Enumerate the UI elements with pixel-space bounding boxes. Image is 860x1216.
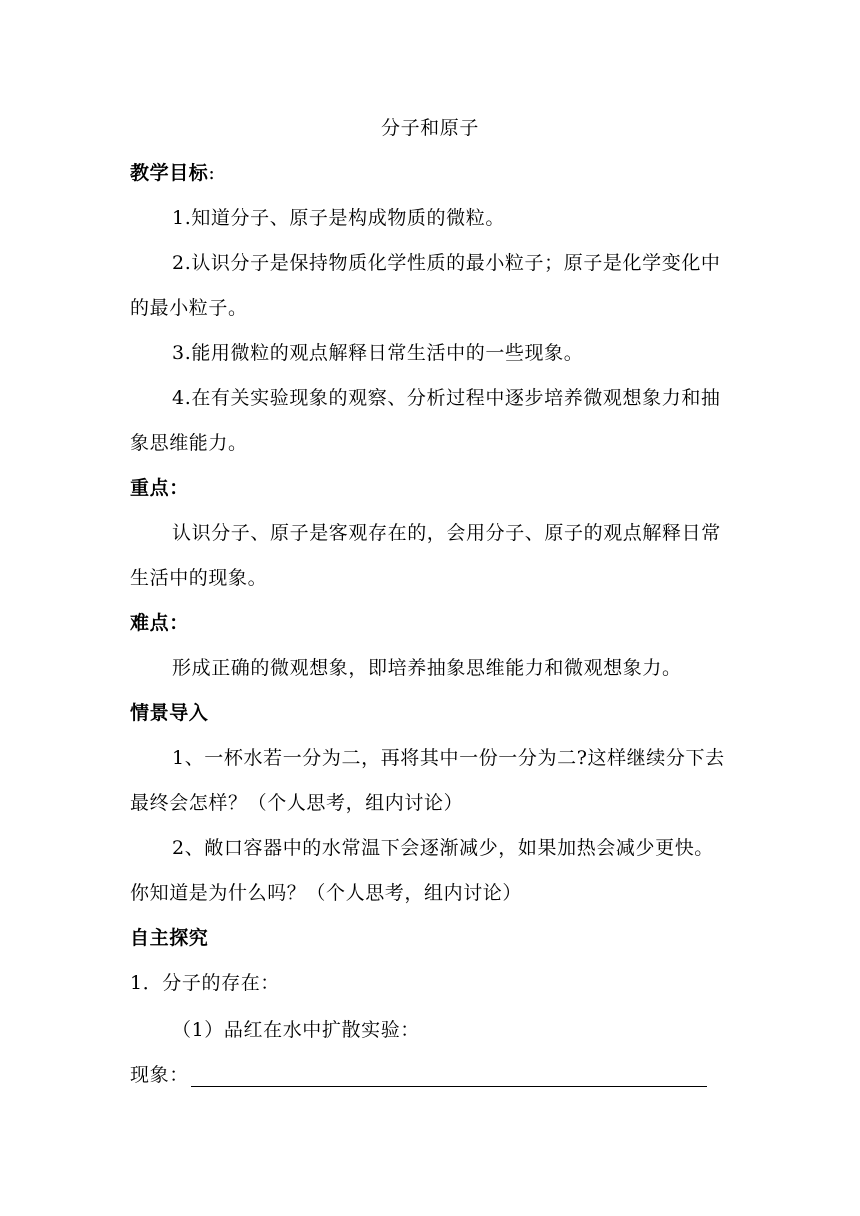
intro-line-3: 2、敞口容器中的水常温下会逐渐减少，如果加热会减少更快。: [172, 837, 714, 859]
objective-item-3: 3.能用微粒的观点解释日常生活中的一些现象。: [172, 342, 584, 364]
objectives-heading-text: 教学目标: [130, 162, 209, 184]
inquiry-experiment-1: （1）品红在水中扩散实验：: [172, 1019, 420, 1041]
intro-line-4: 你知道是为什么吗？（个人思考，组内讨论）: [130, 882, 523, 904]
objective-item-4: 4.在有关实验现象的观察、分析过程中逐步培养微观想象力和抽: [172, 387, 721, 409]
key-points-line-2: 生活中的现象。: [130, 567, 268, 589]
inquiry-heading: 自主探究: [130, 927, 209, 949]
objective-item-4-continued: 象思维能力。: [130, 432, 248, 454]
document-title: 分子和原子: [380, 117, 479, 139]
difficulties-line-1: 形成正确的微观想象，即培养抽象思维能力和微观想象力。: [172, 657, 682, 679]
intro-heading: 情景导入: [130, 702, 209, 724]
key-points-heading: 重点：: [130, 477, 189, 499]
difficulties-heading: 难点：: [130, 612, 189, 634]
objectives-heading: [130, 161, 215, 185]
intro-line-1: 1、一杯水若一分为二，再将其中一份一分为二?这样继续分下去: [172, 747, 725, 769]
inquiry-section-1: 1．分子的存在：: [130, 972, 280, 994]
phenomenon-row: [130, 1063, 707, 1087]
intro-line-2: 最终会怎样？（个人思考，组内讨论）: [130, 792, 464, 814]
key-points-line-1: 认识分子、原子是客观存在的，会用分子、原子的观点解释日常: [172, 522, 721, 544]
phenomenon-answer-blank: [191, 1065, 707, 1087]
objective-item-1: 1.知道分子、原子是构成物质的微粒。: [172, 207, 505, 229]
objective-item-2-continued: 的最小粒子。: [130, 297, 248, 319]
phenomenon-label: 现象：: [130, 1064, 189, 1086]
objectives-heading-colon: :: [208, 162, 216, 184]
objective-item-2: 2.认识分子是保持物质化学性质的最小粒子；原子是化学变化中: [172, 252, 721, 274]
